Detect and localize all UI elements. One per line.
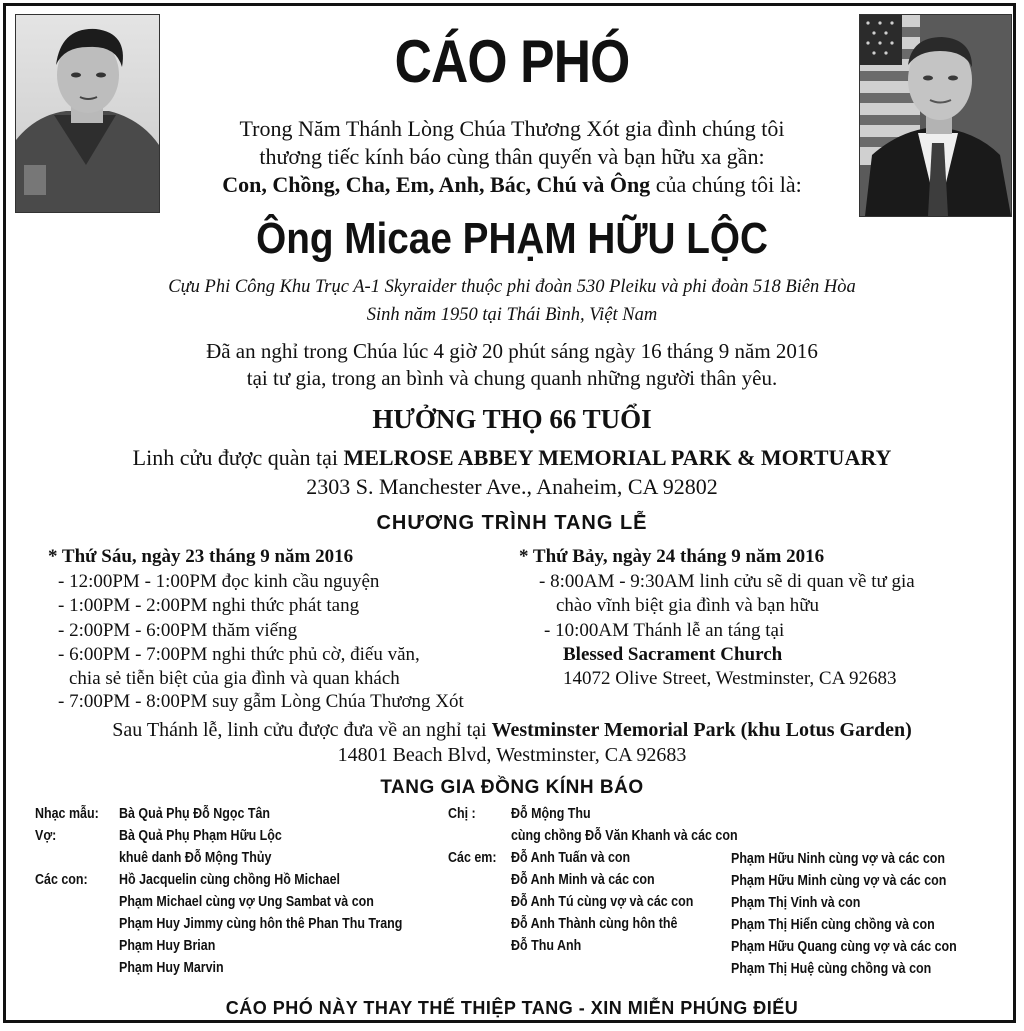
family-member: Đỗ Mộng Thu bbox=[511, 806, 591, 822]
saturday-heading: * Thứ Bảy, ngày 24 tháng 9 năm 2016 bbox=[519, 546, 825, 567]
family-label: Vợ: bbox=[35, 828, 57, 844]
family-label: Các em: bbox=[448, 850, 497, 866]
family-member: Đỗ Anh Thành cùng hôn thê bbox=[511, 916, 678, 932]
family-member: Đỗ Anh Tú cùng vợ và các con bbox=[511, 894, 694, 910]
burial-address: 14801 Beach Blvd, Westminster, CA 92683 bbox=[337, 744, 687, 766]
intro-line-3 bbox=[0, 172, 1024, 198]
family-member: Phạm Huy Marvin bbox=[119, 960, 224, 976]
family-member: cùng chồng Đỗ Văn Khanh và các con bbox=[511, 828, 738, 844]
saturday-item-continued: chào vĩnh biệt gia đình và bạn hữu bbox=[556, 595, 820, 616]
saturday-item: - 8:00AM - 9:30AM linh cửu sẽ di quan về tư gia bbox=[539, 571, 915, 592]
family-member: Phạm Thị Huệ cùng chồng và con bbox=[731, 961, 932, 977]
intro-line-1: Trong Năm Thánh Lòng Chúa Thương Xót gia đình chúng tôi bbox=[239, 116, 785, 141]
church-name: Blessed Sacrament Church bbox=[563, 644, 783, 665]
bio-line-1: Cựu Phi Công Khu Trục A-1 Skyraider thuộc phi đoàn 530 Pleiku và phi đoàn 518 Biên Hòa bbox=[168, 277, 856, 297]
bio-line-2: Sinh năm 1950 tại Thái Bình, Việt Nam bbox=[366, 305, 658, 325]
family-member: Phạm Hữu Minh cùng vợ và các con bbox=[731, 873, 947, 889]
relations-suffix: của chúng tôi là: bbox=[650, 172, 802, 197]
viewing-place: MELROSE ABBEY MEMORIAL PARK & MORTUARY bbox=[343, 445, 892, 470]
family-member: Phạm Thị Hiển cùng chồng và con bbox=[731, 917, 935, 933]
viewing-line bbox=[0, 444, 1024, 472]
family-member: Phạm Hữu Quang cùng vợ và các con bbox=[731, 939, 957, 955]
burial-place: Westminster Memorial Park (khu Lotus Garden) bbox=[491, 719, 912, 741]
family-member: Phạm Hữu Ninh cùng vợ và các con bbox=[731, 851, 946, 867]
family-member: Bà Quả Phụ Đỗ Ngọc Tân bbox=[119, 806, 271, 822]
friday-item: - 2:00PM - 6:00PM thăm viếng bbox=[58, 620, 298, 641]
family-label: Chị : bbox=[448, 806, 476, 822]
viewing-prefix: Linh cửu được quàn tại bbox=[132, 445, 344, 470]
family-label: Nhạc mẫu: bbox=[35, 806, 99, 822]
friday-item: - 7:00PM - 8:00PM suy gẫm Lòng Chúa Thương Xót bbox=[58, 691, 464, 712]
friday-item: - 12:00PM - 1:00PM đọc kinh cầu nguyện bbox=[58, 571, 380, 592]
death-line-2: tại tư gia, trong an bình và chung quanh những người thân yêu. bbox=[246, 366, 778, 390]
family-member: khuê danh Đỗ Mộng Thủy bbox=[119, 850, 272, 866]
family-member: Đỗ Anh Tuấn và con bbox=[511, 850, 631, 866]
death-line-1: Đã an nghỉ trong Chúa lúc 4 giờ 20 phút sáng ngày 16 tháng 9 năm 2016 bbox=[206, 339, 818, 363]
relations-text: Con, Chồng, Cha, Em, Anh, Bác, Chú và Ông bbox=[222, 172, 651, 197]
family-member: Đỗ Anh Minh và các con bbox=[511, 872, 655, 888]
age-heading: HƯỞNG THỌ 66 TUỔI bbox=[372, 404, 652, 434]
family-title: TANG GIA ĐỒNG KÍNH BÁO bbox=[380, 777, 644, 798]
intro-line-2: thương tiếc kính báo cùng thân quyến và bạn hữu xa gần: bbox=[259, 144, 765, 169]
family-member: Phạm Michael cùng vợ Ung Sambat và con bbox=[119, 894, 374, 910]
family-label: Các con: bbox=[35, 872, 88, 888]
friday-item: - 1:00PM - 2:00PM nghi thức phát tang bbox=[58, 595, 360, 616]
viewing-address: 2303 S. Manchester Ave., Anaheim, CA 92802 bbox=[306, 474, 718, 499]
program-title: CHƯƠNG TRÌNH TANG LỄ bbox=[376, 512, 648, 534]
family-member: Phạm Huy Jimmy cùng hôn thê Phan Thu Trang bbox=[119, 916, 403, 932]
family-member: Phạm Thị Vinh và con bbox=[731, 895, 861, 911]
deceased-name: Ông Micae PHẠM HỮU LỘC bbox=[256, 214, 768, 263]
family-member: Phạm Huy Brian bbox=[119, 938, 216, 954]
burial-prefix: Sau Thánh lễ, linh cửu được đưa về an nghỉ tại bbox=[112, 719, 492, 741]
church-address: 14072 Olive Street, Westminster, CA 92683 bbox=[563, 668, 897, 689]
saturday-item: - 10:00AM Thánh lễ an táng tại bbox=[544, 620, 785, 641]
page-title: CÁO PHÓ bbox=[394, 28, 630, 95]
footer-notice: CÁO PHÓ NÀY THAY THẾ THIỆP TANG - XIN MIỄN PHÚNG ĐIẾU bbox=[225, 998, 799, 1018]
family-member: Bà Quả Phụ Phạm Hữu Lộc bbox=[119, 828, 282, 844]
family-member: Đỗ Thu Anh bbox=[511, 938, 582, 954]
family-member: Hồ Jacquelin cùng chồng Hồ Michael bbox=[119, 872, 341, 888]
burial-line bbox=[0, 717, 1024, 743]
friday-heading: * Thứ Sáu, ngày 23 tháng 9 năm 2016 bbox=[48, 546, 354, 567]
friday-item: - 6:00PM - 7:00PM nghi thức phủ cờ, điếu văn, bbox=[58, 644, 420, 665]
friday-item-continued: chia sẻ tiễn biệt của gia đình và quan khách bbox=[69, 668, 400, 689]
